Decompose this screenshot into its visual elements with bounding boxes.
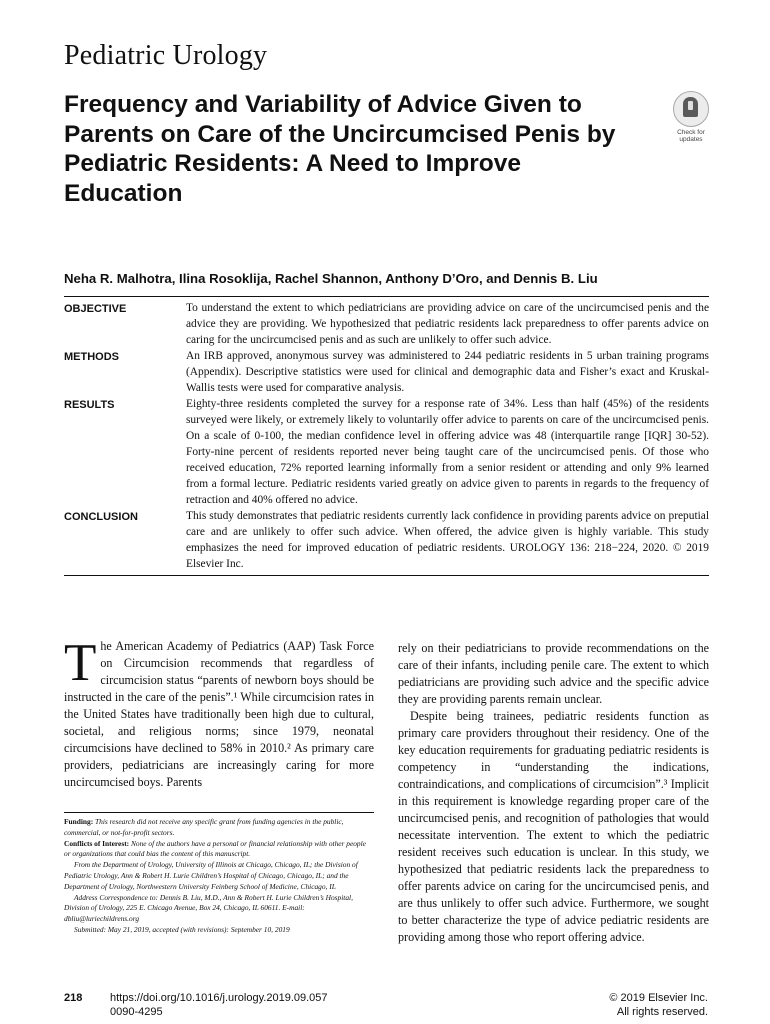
submission-dates: Submitted: May 21, 2019, accepted (with revisions): September 10, 2019 <box>74 924 290 934</box>
author-list: Neha R. Malhotra, Ilina Rosoklija, Rachel Shannon, Anthony D’Oro, and Dennis B. Liu <box>64 271 598 286</box>
objective-text: To understand the extent to which pediatricians are providing advice on care of the uncircumcised penis and the advice they are providing. We hypothesized that pediatric residents lack preparedness to offer parents advice on caring for the uncircumcised penis and as such are unlikely to offer such advice. <box>186 302 709 346</box>
page-footer-right <box>609 992 708 1019</box>
page-footer-left <box>64 992 328 1019</box>
conflicts-note <box>64 839 374 861</box>
article-title: Frequency and Variability of Advice Given to Parents on Care of the Uncircumcised Penis by Pediatric Residents: A Need to Improve Education <box>64 91 616 207</box>
methods-heading: METHODS <box>64 351 119 363</box>
abstract-methods <box>64 348 709 396</box>
funding-label: Funding: <box>64 817 94 826</box>
correspondence-note: Address Correspondence to: Dennis B. Liu, M.D., Ann & Robert H. Lurie Children’s Hospital, Division of Urology, 225 E. Chicago Avenue, Box 24, Chicago, IL 60611. E-mail: dbliu@luriechildrens.org <box>64 892 353 924</box>
funding-text: This research did not receive any specific grant from funding agencies in the public, commercial, or not-for-profit sectors. <box>64 817 344 837</box>
conflicts-label: Conflicts of Interest: <box>64 838 130 848</box>
abstract <box>64 296 709 576</box>
drop-cap: T <box>64 634 97 692</box>
methods-text: An IRB approved, anonymous survey was administered to 244 pediatric residents in 5 urban training programs (Appendix). Descriptive statistics were used for clinical and demographic data and Fisher’s exact and Kruskal-Wallis tests were used for comparative analysis. <box>186 350 709 394</box>
issn: 0090-4295 <box>110 1005 163 1018</box>
bookmark-icon <box>673 91 709 127</box>
check-for-updates-badge[interactable] <box>672 91 710 143</box>
abstract-results <box>64 396 709 508</box>
copyright: © 2019 Elsevier Inc. <box>609 992 708 1004</box>
funding-note <box>64 817 374 839</box>
affiliation-note: From the Department of Urology, University of Illinois at Chicago, Chicago, IL; the Division of Pediatric Urology, Ann & Robert H. Lurie Children’s Hospital of Chicago, Chicago, IL; and the Department of Urology, Northwestern University Feinberg School of Medicine, Chicago, IL <box>64 860 358 891</box>
page-number: 218 <box>64 992 83 1004</box>
abstract-conclusion <box>64 508 709 572</box>
intro-paragraph <box>64 634 374 791</box>
doi-link[interactable]: https://doi.org/10.1016/j.urology.2019.09.057 <box>110 992 328 1004</box>
conflicts-text: None of the authors have a personal or financial relationship with other people or organizations that could bias the content of this manuscript. <box>64 838 366 859</box>
objective-heading: OBJECTIVE <box>64 303 127 315</box>
journal-name: Pediatric Urology <box>64 40 268 71</box>
badge-label-line-2: updates <box>679 136 703 143</box>
intro-text: he American Academy of Pediatrics (AAP) Task Force on Circumcision recommends that regardless of circumcision status “parents of newborn boys should be instructed in the care of the penis”.¹ While circumcision rates in the United States have traditionally been high due to cultural, societal, and religious norms; since 1979, neonatal circumcisions have declined to 58% in 2010.² As primary care providers, pediatricians are increasingly caring for more uncircumcised boys. Parents <box>64 639 374 789</box>
conclusion-text: This study demonstrates that pediatric residents currently lack confidence in providing parents advice on preputial care and are unlikely to offer such advice. When offered, the advice given is highly variable. This study emphasizes the need for improved education of pediatric residents. UROLOGY 136: 218−224, 2020. © 2019 Elsevier Inc. <box>186 510 709 570</box>
body-column-right <box>398 640 709 946</box>
body-column-left <box>64 634 374 791</box>
body-paragraph-1: rely on their pediatricians to provide recommendations on the care of their infants, including penile care. The extent to which pediatricians are providing such advice and the specific advice they are providing parents remain unclear. <box>398 641 709 706</box>
rights-reserved: All rights reserved. <box>616 1005 708 1018</box>
badge-label-line-1: Check for <box>677 129 705 136</box>
footnotes <box>64 812 374 936</box>
results-heading: RESULTS <box>64 399 115 411</box>
body-paragraph-2: Despite being trainees, pediatric residents function as primary care providers throughout their residency. One of the key education requirements for graduating pediatric residents is competency in “understanding the indications, contraindications, and complications of circumcision”.³ Implicit in this requirement is knowledge regarding proper care of the uncircumcised penis, and recognition of pathologies that would necessitate intervention. The extent to which the pediatric resident receives such education is unclear. In this study, we hypothesized that pediatric residents lack the preparedness to offer parents advice on caring for the uncircumcised penis, and are thus unlikely to offer such advice. Furthermore, we sought to better characterize the type of advice pediatric residents are providing among those who report offering advice. <box>398 709 709 944</box>
conclusion-heading: CONCLUSION <box>64 511 138 523</box>
results-text: Eighty-three residents completed the survey for a response rate of 34%. Less than half (45%) of the residents surveyed were likely, or extremely likely to voluntarily offer advice to parents on care of the uncircumcised penis. On a scale of 0-100, the median confidence level in offering advice was 48 (interquartile range [IQR] 30-52). Forty-nine percent of residents reported never being taught care of the uncircumcised penis. Of those who received education, 72% reported learning informally from a senior resident or attending and only 9% learned from a formal lecture. Pediatric residents varied greatly on advice given to parents in regards to the frequency of retraction and 40% offered no advice. <box>186 398 709 506</box>
abstract-objective <box>64 300 709 348</box>
